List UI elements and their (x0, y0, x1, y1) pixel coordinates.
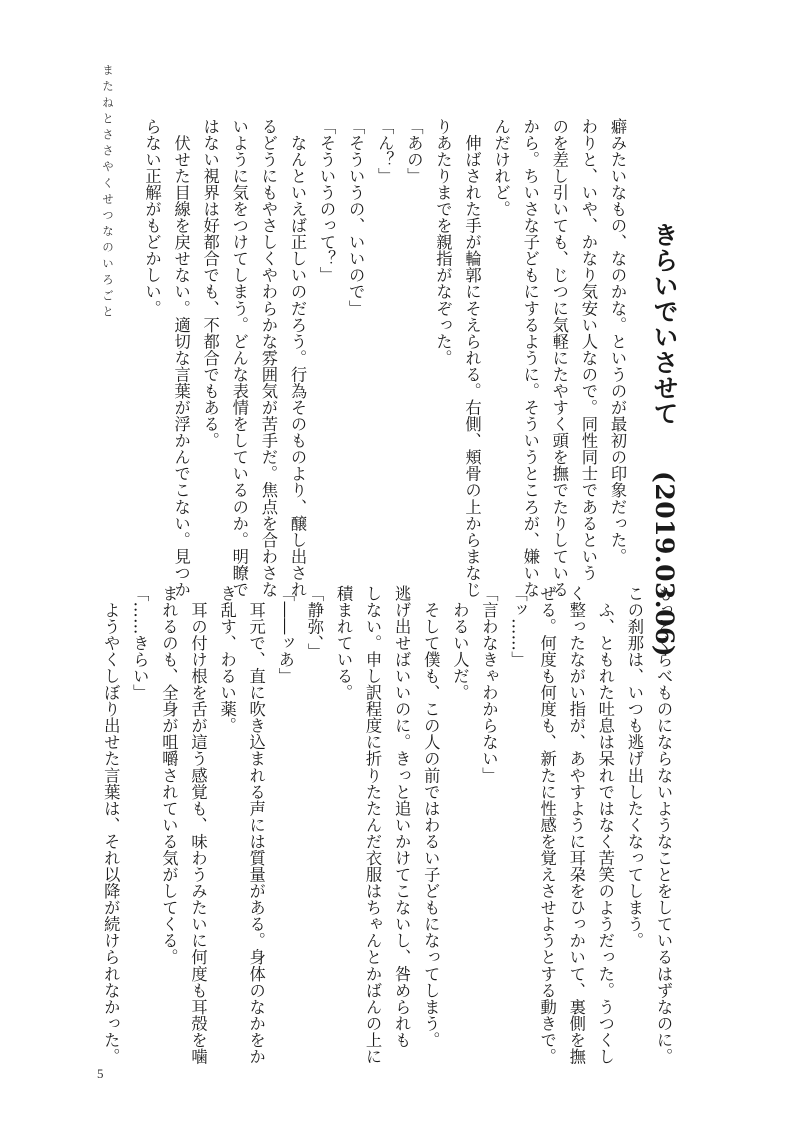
text-line: 伏せた目線を戻せない。適切な言葉が浮かんでこない。見つか (171, 118, 191, 598)
text-line: んだけれど。 (491, 118, 511, 218)
upper-text-block (112, 118, 632, 598)
text-line: らない正解がもどかしい。 (142, 118, 162, 317)
text-line: 「……きらい」 (130, 585, 150, 701)
text-line: まれるのも、全身が咀嚼されている気がしてくる。 (159, 585, 179, 966)
text-line: そして僕も、この人の前ではわるい子どもになってしまう。 (421, 585, 441, 1049)
text-line: りあたりまでを親指がなぞった。 (433, 118, 453, 367)
text-line: 「ッ……」 (508, 585, 528, 668)
text-line: るどうにもやさしくやわらかな雰囲気が苦手だ。焦点を合わさな (258, 118, 278, 598)
text-line: もっとくらべものにならないようなことをしているはずなのに。 (654, 585, 673, 1065)
running-head: またねとささやくせつなのいろごと (101, 64, 115, 322)
text-line: 「ん？」 (375, 118, 395, 185)
text-line: 「――ッあ」 (275, 585, 295, 685)
text-line: 「静弥、」 (304, 585, 324, 660)
text-line: 耳元で、直に吹き込まれる声には質量がある。身体のなかをか (246, 585, 266, 1065)
text-line: 積まれている。 (333, 585, 353, 701)
text-line: この刹那は、いつも逃げ出したくなってしまう。 (624, 585, 644, 949)
text-line: 癖みたいなもの、なのかな。というのが最初の印象だった。 (608, 118, 627, 565)
text-line: 耳の付け根を舌が這う感覚も、味わうみたいに何度も耳殻を噛 (188, 585, 208, 1065)
text-line: ようやくしぼり出せた言葉は、それ以降が続けられなかった。 (101, 585, 121, 1065)
text-line: 「言わなきゃわからない」 (479, 585, 499, 784)
text-line: わりと、いや、かなり気安い人なので。同性同士であるという (578, 118, 598, 582)
title-date: (2019.03.06) (650, 471, 679, 658)
text-line: 「あの」 (404, 118, 424, 185)
text-line: なんといえば正しいのだろう。行為そのものより、醸し出され (287, 118, 307, 598)
text-line: き乱す、わるい薬。 (217, 585, 237, 734)
page-number: 5 (97, 1066, 104, 1081)
text-line: 伸ばされた手が輪郭にそえられる。右側、頬骨の上からまなじ (462, 118, 482, 598)
text-line: く整ったながい指が、あやすように耳朶をひっかいて、裏側を撫 (566, 585, 586, 1065)
text-line: 逃げ出せばいいのに。きっと追いかけてこないし、咎められも (392, 585, 412, 1049)
text-line: ふ、ともれた吐息は呆れではなく苦笑のようだった。うつくし (595, 585, 615, 1065)
text-line: ぜる。何度も何度も、新たに性感を覚えさせようとする動きで。 (537, 585, 557, 1065)
text-line: いように気をつけてしまう。どんな表情をしているのか。明瞭で (229, 118, 249, 598)
text-line: 「そういうの、いいので」 (346, 118, 366, 317)
text-line: わるい人だ。 (450, 585, 470, 701)
text-line: はない視界は好都合でも、不都合でもある。 (200, 118, 220, 449)
lower-text-block (101, 585, 678, 1065)
story-title (642, 222, 682, 658)
text-line: から。ちいさな子どもにするように。そういうところが、嫌いな (520, 118, 540, 598)
text-line: 「そういうのって？」 (317, 118, 337, 284)
text-line: のを差し引いても、じつに気軽にたやすく頭を撫でたりしている (549, 118, 569, 598)
text-line: しない。申し訳程度に折りたたんだ衣服はちゃんとかばんの上に (363, 585, 383, 1065)
title-text: きらいでいさせて (650, 222, 679, 426)
